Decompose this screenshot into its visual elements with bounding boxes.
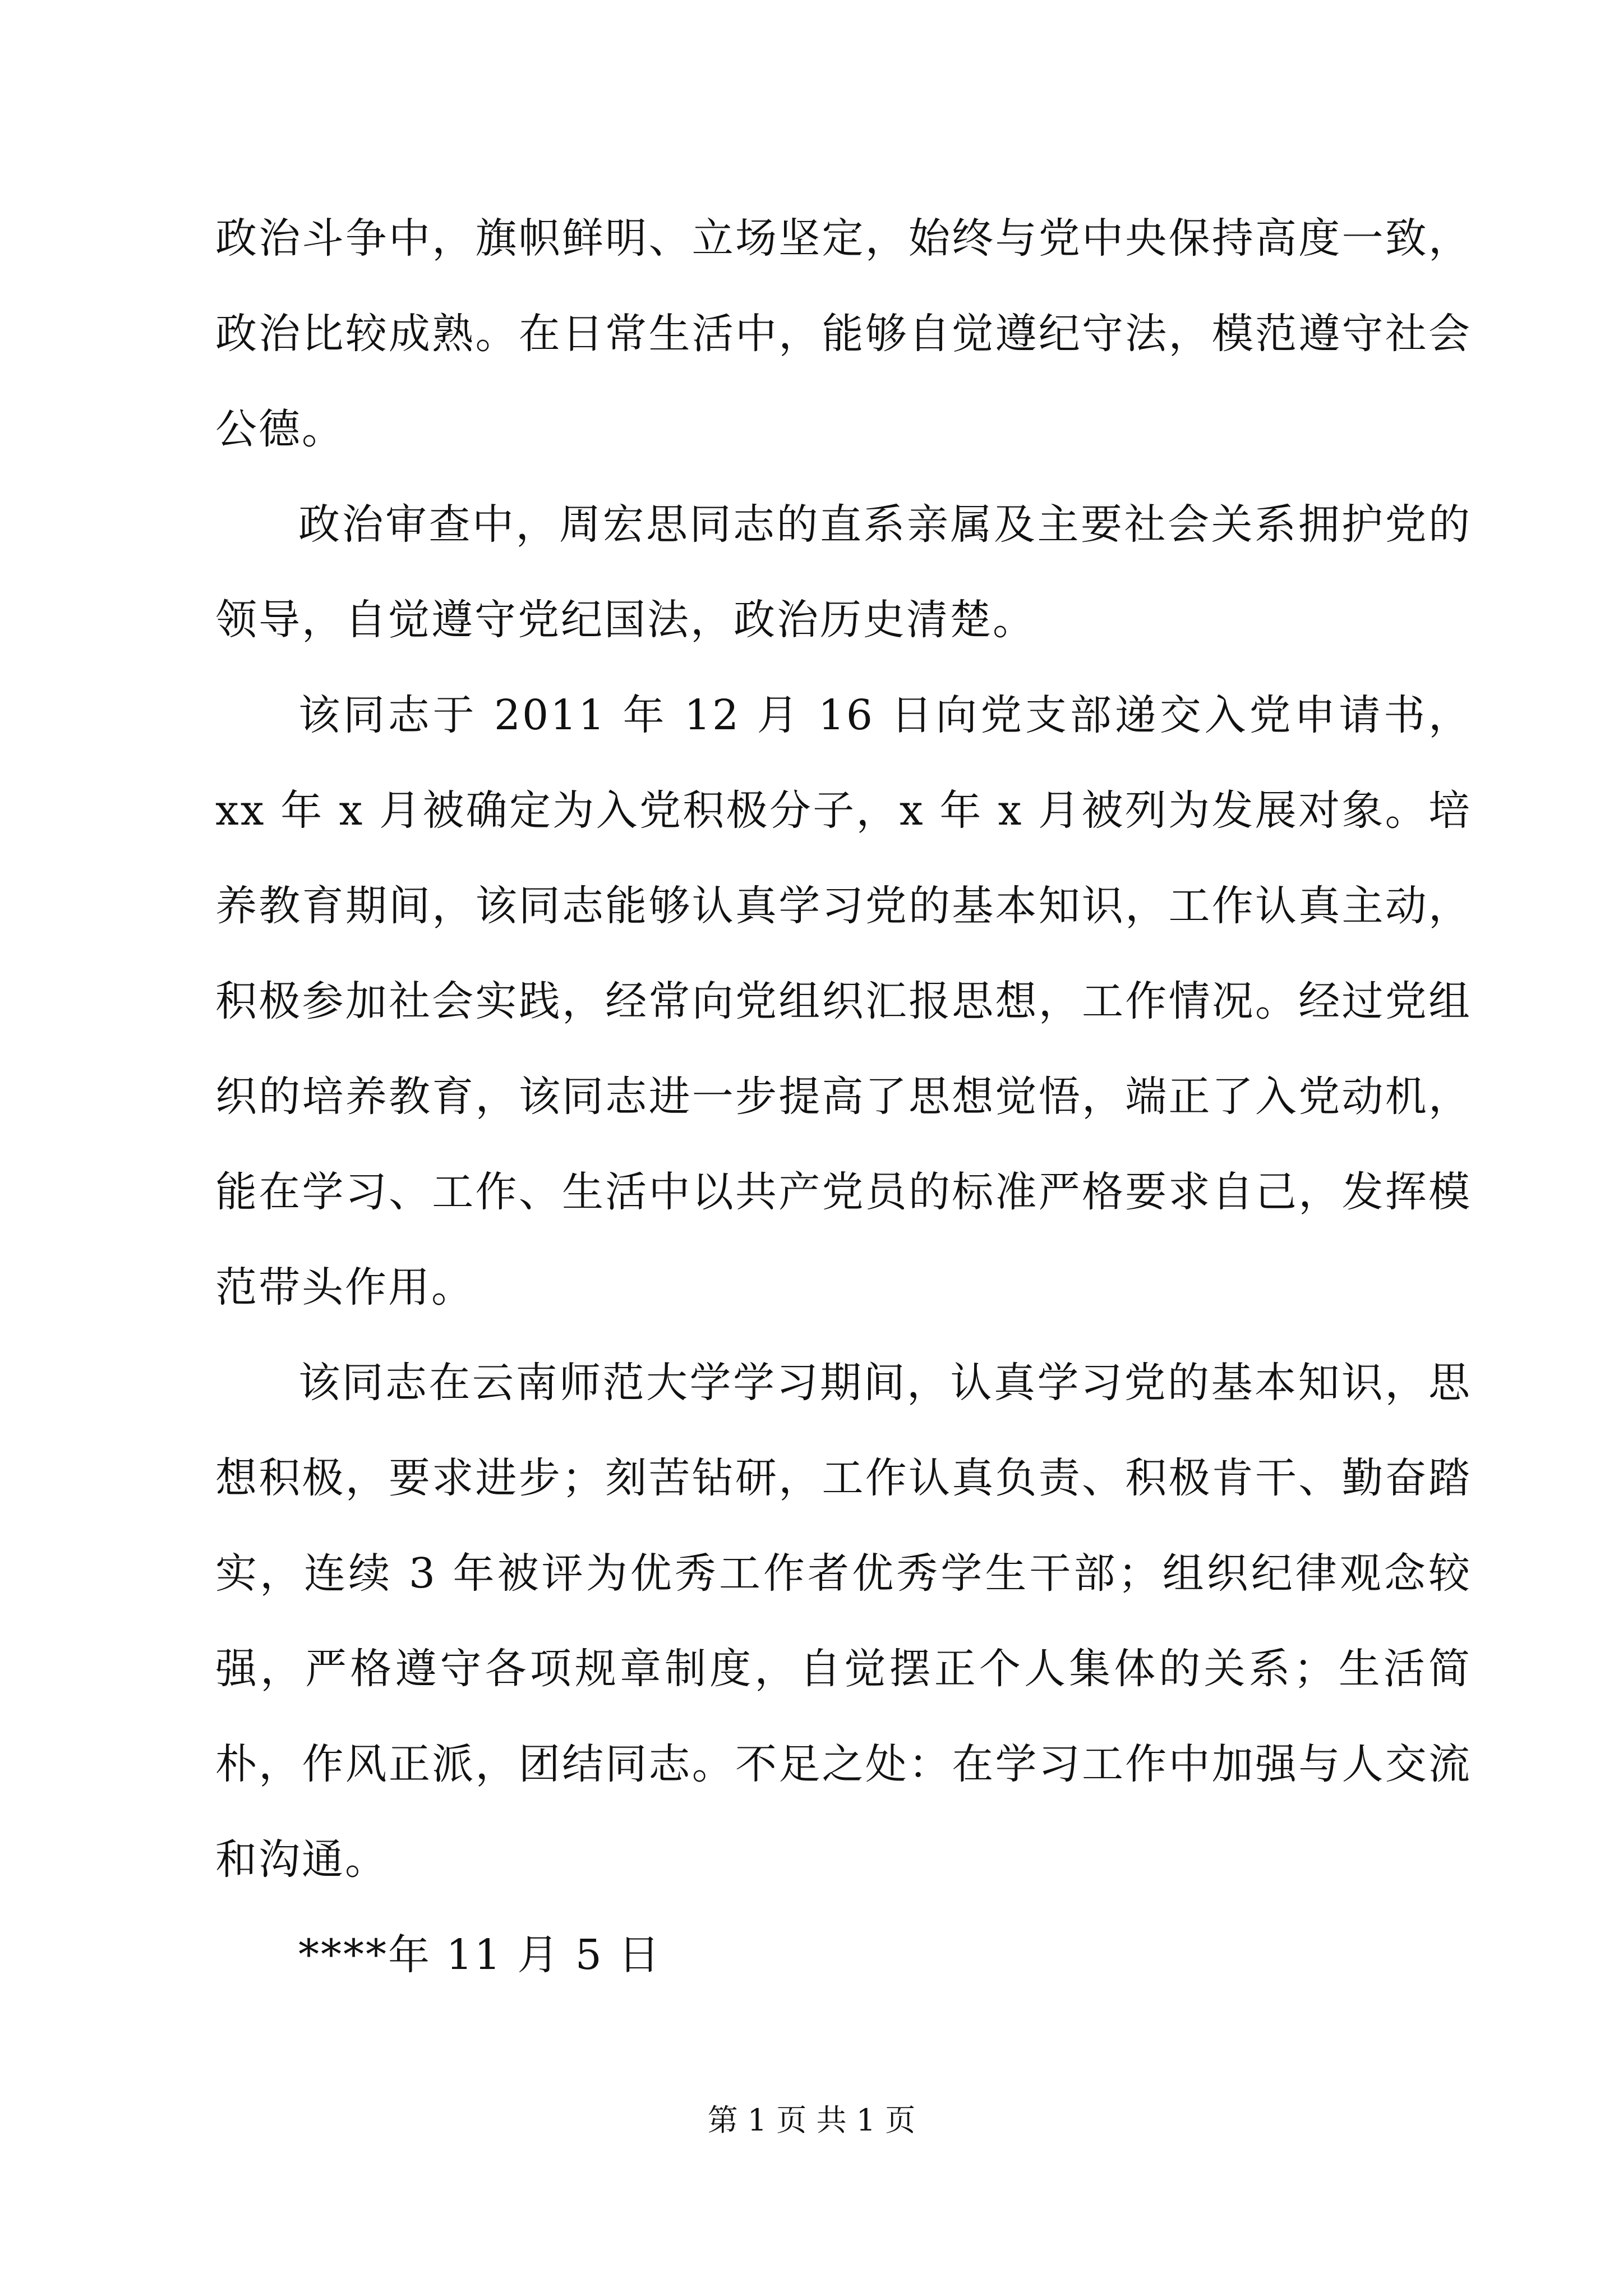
document-body (215, 191, 1472, 2003)
paragraph-study-performance: 该同志在云南师范大学学习期间，认真学习党的基本知识，思想积极，要求进步；刻苦钻研，工作认真负责、积极肯干、勤奋踏实，连续 3 年被评为优秀工作者优秀学生干部；组织纪律观念较强，严格遵守各项规章制度，自觉摆正个人集体的关系；生活简朴，作风正派，团结同志。不足之处：在学习工作中加强与人交流和沟通。 (215, 1359, 1472, 1884)
paragraph-political-stance: 政治斗争中，旗帜鲜明、立场坚定，始终与党中央保持高度一致，政治比较成熟。在日常生活中，能够自觉遵纪守法，模范遵守社会公德。 (215, 214, 1472, 453)
page-number-label: 第 1 页 共 1 页 (707, 2102, 916, 2138)
paragraph-application-history: 该同志于 2011 年 12 月 16 日向党支部递交入党申请书，xx 年 x 月被确定为入党积极分子，x 年 x 月被列为发展对象。培养教育期间，该同志能够认真学习党的基本知识，工作认真主动，积极参加社会实践，经常向党组织汇报思想，工作情况。经过党组织的培养教育，该同志进一步提高了思想觉悟，端正了入党动机，能在学习、工作、生活中以共产党员的标准严格要求自己，发挥模范带头作用。 (215, 691, 1472, 1312)
document-date: ****年 11 月 5 日 (298, 1931, 662, 1979)
paragraph-political-review: 政治审查中，周宏思同志的直系亲属及主要社会关系拥护党的领导，自觉遵守党纪国法，政治历史清楚。 (215, 500, 1472, 644)
page-footer (0, 2098, 1623, 2143)
